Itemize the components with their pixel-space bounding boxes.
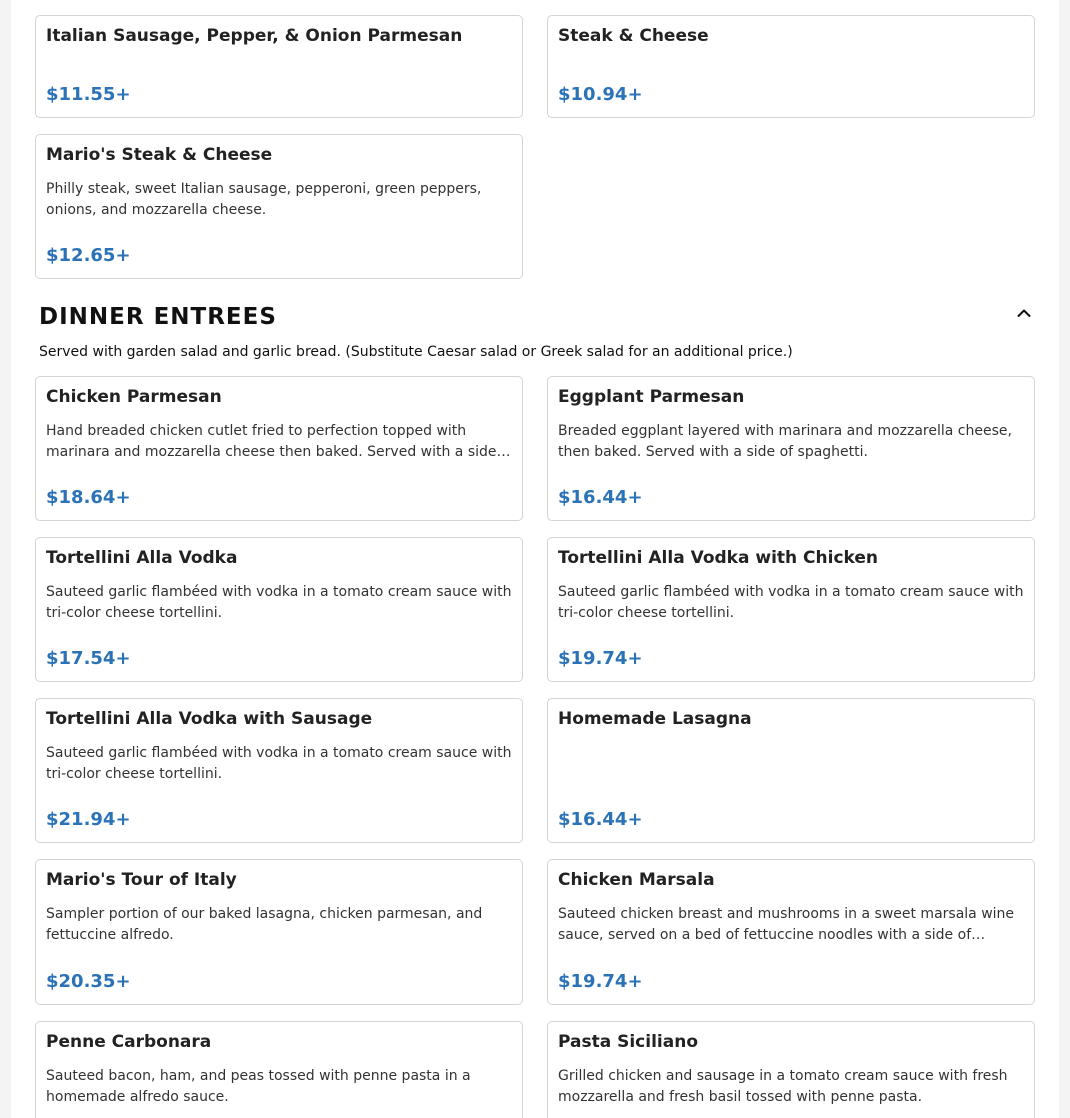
section-title: DINNER ENTREES (39, 304, 277, 330)
menu-item-card[interactable] (547, 15, 1035, 118)
menu-item-card[interactable] (35, 134, 523, 279)
menu-item-card[interactable] (35, 376, 523, 521)
item-price: $10.94+ (558, 84, 643, 105)
item-name: Steak & Cheese (558, 26, 709, 46)
item-name: Tortellini Alla Vodka with Sausage (46, 709, 373, 729)
item-name: Pasta Siciliano (558, 1032, 698, 1052)
chevron-up-icon (1017, 308, 1031, 318)
item-name: Tortellini Alla Vodka (46, 548, 238, 568)
item-price: $18.64+ (46, 487, 131, 508)
item-description: Breaded eggplant layered with marinara and mozzarella cheese, then baked. Served with a side of spaghetti. (558, 423, 1012, 460)
menu-page (11, 0, 1059, 1118)
item-price: $21.94+ (46, 809, 131, 830)
item-name: Homemade Lasagna (558, 709, 752, 729)
item-name: Tortellini Alla Vodka with Chicken (558, 548, 879, 568)
item-price: $16.44+ (558, 487, 643, 508)
item-description: Grilled chicken and sausage in a tomato cream sauce with fresh mozzarella and fresh basil tossed with penne pasta. (558, 1068, 1008, 1105)
collapse-section-button[interactable] (1012, 302, 1036, 324)
item-price: $11.55+ (46, 84, 131, 105)
item-name: Chicken Marsala (558, 870, 715, 890)
menu-item-card[interactable] (35, 698, 523, 843)
item-description: Sauteed bacon, ham, and peas tossed with penne pasta in a homemade alfredo sauce. (46, 1068, 471, 1105)
menu-item-card[interactable] (547, 537, 1035, 682)
item-description: Sauteed garlic flambéed with vodka in a tomato cream sauce with tri-color cheese tortellini. (46, 745, 512, 782)
item-name: Mario's Tour of Italy (46, 870, 237, 890)
item-price: $20.35+ (46, 971, 131, 992)
item-price: $16.44+ (558, 809, 643, 830)
section-description: Served with garden salad and garlic bread. (Substitute Caesar salad or Greek salad for an additional price.) (39, 344, 793, 360)
item-description: Sampler portion of our baked lasagna, chicken parmesan, and fettuccine alfredo. (46, 906, 483, 943)
item-price: $17.54+ (46, 648, 131, 669)
menu-item-card[interactable] (35, 15, 523, 118)
item-price: $12.65+ (46, 245, 131, 266)
item-description: Sauteed chicken breast and mushrooms in a sweet marsala wine sauce, served on a bed of fettuccine noodles with a side of… (558, 906, 1015, 943)
item-name: Italian Sausage, Pepper, & Onion Parmesan (46, 26, 463, 46)
menu-item-card[interactable] (35, 1021, 523, 1118)
item-price: $19.74+ (558, 648, 643, 669)
menu-item-card[interactable] (35, 537, 523, 682)
item-description: Philly steak, sweet Italian sausage, pepperoni, green peppers, onions, and mozzarella cheese. (46, 181, 482, 218)
item-description: Sauteed garlic flambéed with vodka in a tomato cream sauce with tri-color cheese tortellini. (558, 584, 1024, 621)
item-name: Penne Carbonara (46, 1032, 212, 1052)
item-price: $19.74+ (558, 971, 643, 992)
menu-item-card[interactable] (547, 1021, 1035, 1118)
menu-item-card[interactable] (547, 859, 1035, 1005)
item-name: Eggplant Parmesan (558, 387, 745, 407)
item-description: Hand breaded chicken cutlet fried to perfection topped with marinara and mozzarella cheese then baked. Served with a side… (46, 423, 511, 460)
menu-item-card[interactable] (547, 698, 1035, 843)
menu-item-card[interactable] (35, 859, 523, 1005)
item-description: Sauteed garlic flambéed with vodka in a tomato cream sauce with tri-color cheese tortellini. (46, 584, 512, 621)
item-name: Chicken Parmesan (46, 387, 222, 407)
item-name: Mario's Steak & Cheese (46, 145, 273, 165)
menu-item-card[interactable] (547, 376, 1035, 521)
